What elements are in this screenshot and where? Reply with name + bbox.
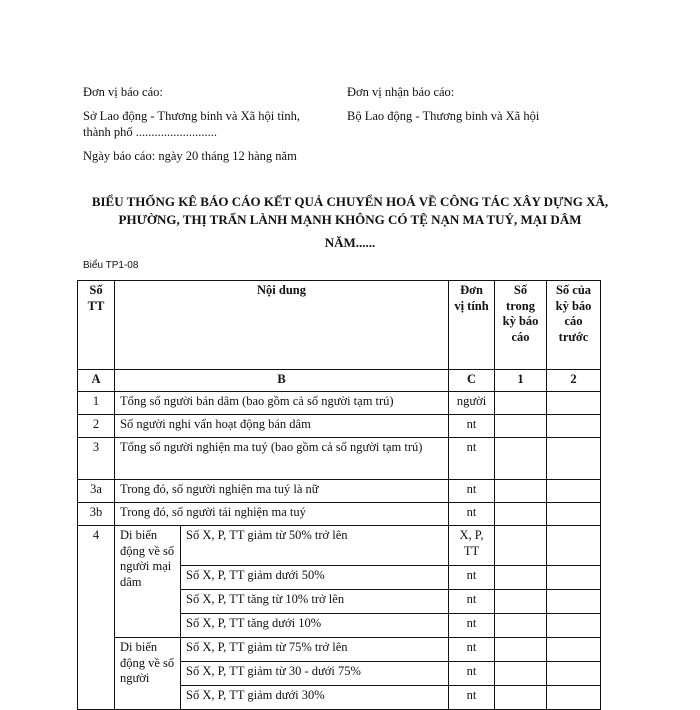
- row-value-prev-period: [547, 590, 601, 614]
- row-value-this-period: [495, 438, 547, 480]
- row-unit: nt: [449, 614, 495, 638]
- row-unit: nt: [449, 638, 495, 662]
- row-stt: 2: [78, 415, 115, 438]
- row-unit: X, P, TT: [449, 526, 495, 566]
- reporting-unit-line2: thành phố ..........................: [83, 125, 218, 139]
- row-content: Trong đó, số người tái nghiện ma tuý: [115, 503, 449, 526]
- code-cell-c: C: [449, 370, 495, 392]
- row-value-this-period: [495, 503, 547, 526]
- row-stt: 1: [78, 392, 115, 415]
- row-content: Số X, P, TT giảm từ 50% trở lên: [181, 526, 449, 566]
- table-row: [78, 438, 601, 480]
- form-code: Biểu TP1-08: [83, 260, 139, 271]
- row-stt: 3b: [78, 503, 115, 526]
- row-content: Tổng số người bán dâm (bao gồm cả số người tạm trú): [115, 392, 449, 415]
- row-unit: nt: [449, 415, 495, 438]
- code-cell-1: 1: [495, 370, 547, 392]
- row-unit: nt: [449, 662, 495, 686]
- row-value-this-period: [495, 526, 547, 566]
- row-value-prev-period: [547, 503, 601, 526]
- row-content: Trong đó, số người nghiện ma tuý là nữ: [115, 480, 449, 503]
- table-code-row: [78, 370, 601, 392]
- row-value-prev-period: [547, 480, 601, 503]
- report-title-year: NĂM......: [324, 235, 376, 250]
- row-unit: người: [449, 392, 495, 415]
- row-unit: nt: [449, 480, 495, 503]
- row-unit: nt: [449, 438, 495, 480]
- row-content: Số X, P, TT giảm dưới 50%: [181, 566, 449, 590]
- row-value-prev-period: [547, 392, 601, 415]
- report-title-line1: BIỂU THỐNG KÊ BÁO CÁO KẾT QUẢ CHUYỂN HOÁ VỀ CÔNG TÁC XÂY DỰNG XÃ,: [91, 194, 609, 209]
- col-header-stt: Số TT: [78, 281, 115, 370]
- table-row: [78, 526, 601, 566]
- receiving-unit-name: Bộ Lao động - Thương binh và Xã hội: [347, 109, 540, 123]
- receiving-unit-label: Đơn vị nhận báo cáo:: [347, 85, 455, 99]
- row-content: Số X, P, TT giảm từ 30 - dưới 75%: [181, 662, 449, 686]
- row-content: Số X, P, TT tăng từ 10% trở lên: [181, 590, 449, 614]
- row-unit: nt: [449, 686, 495, 710]
- row-value-this-period: [495, 686, 547, 710]
- row-content: Số X, P, TT tăng dưới 10%: [181, 614, 449, 638]
- report-table: [77, 280, 601, 710]
- row-value-this-period: [495, 590, 547, 614]
- table-row: [78, 503, 601, 526]
- col-header-content: Nội dung: [115, 281, 449, 370]
- code-cell-b: B: [115, 370, 449, 392]
- row-content: Số X, P, TT giảm từ 75% trở lên: [181, 638, 449, 662]
- row-content: Tổng số người nghiện ma tuý (bao gồm cả số người tạm trú): [115, 438, 449, 480]
- table-row: [78, 415, 601, 438]
- row-value-prev-period: [547, 526, 601, 566]
- row-value-prev-period: [547, 566, 601, 590]
- row-unit: nt: [449, 503, 495, 526]
- row-value-prev-period: [547, 638, 601, 662]
- row-value-prev-period: [547, 662, 601, 686]
- group4-stt: 4: [78, 526, 115, 710]
- row-value-this-period: [495, 662, 547, 686]
- row-value-prev-period: [547, 686, 601, 710]
- row-content: Số người nghi vấn hoạt động bán dâm: [115, 415, 449, 438]
- col-header-this-period: Số trong kỳ báo cáo: [495, 281, 547, 370]
- group4-sub2-label: Di biến động về số người: [115, 638, 181, 710]
- code-cell-a: A: [78, 370, 115, 392]
- row-value-this-period: [495, 415, 547, 438]
- table-header-row: [78, 281, 601, 370]
- col-header-prev-period: Số của kỳ báo cáo trước: [547, 281, 601, 370]
- row-stt: 3: [78, 438, 115, 480]
- reporting-unit-line1: Sở Lao động - Thương binh và Xã hội tỉnh,: [83, 109, 300, 123]
- row-value-this-period: [495, 392, 547, 415]
- row-unit: nt: [449, 590, 495, 614]
- row-value-this-period: [495, 638, 547, 662]
- col-header-unit: Đơn vị tính: [449, 281, 495, 370]
- table-row: [78, 480, 601, 503]
- row-value-this-period: [495, 614, 547, 638]
- row-value-this-period: [495, 480, 547, 503]
- report-title-line2: PHƯỜNG, THỊ TRẤN LÀNH MẠNH KHÔNG CÓ TỆ NẠN MA TUÝ, MẠI DÂM: [118, 212, 582, 227]
- row-stt: 3a: [78, 480, 115, 503]
- reporting-unit-label: Đơn vị báo cáo:: [83, 85, 163, 99]
- code-cell-2: 2: [547, 370, 601, 392]
- row-value-prev-period: [547, 415, 601, 438]
- report-date: Ngày báo cáo: ngày 20 tháng 12 hàng năm: [83, 149, 297, 163]
- row-value-this-period: [495, 566, 547, 590]
- row-unit: nt: [449, 566, 495, 590]
- group4-sub1-label: Di biến động về số người mại dâm: [115, 526, 181, 638]
- table-row: [78, 392, 601, 415]
- row-value-prev-period: [547, 438, 601, 480]
- row-value-prev-period: [547, 614, 601, 638]
- table-row: [78, 638, 601, 662]
- row-content: Số X, P, TT giảm dưới 30%: [181, 686, 449, 710]
